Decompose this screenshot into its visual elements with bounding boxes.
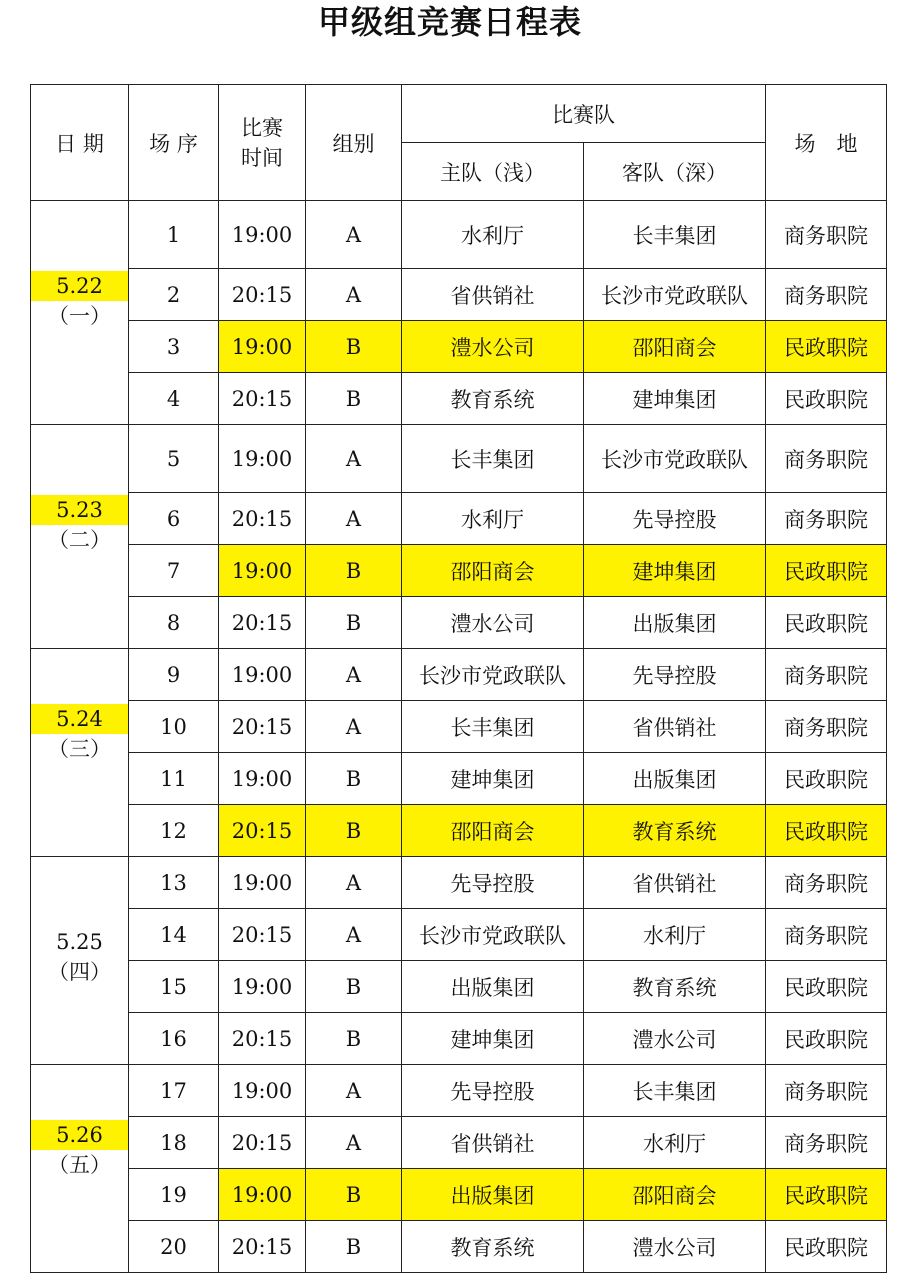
- home-team: 教育系统: [402, 373, 584, 425]
- match-time: 19:00: [219, 321, 306, 373]
- match-time: 19:00: [219, 545, 306, 597]
- date-cell: [31, 1065, 129, 1273]
- match-group: B: [306, 1221, 402, 1273]
- match-venue: 商务职院: [766, 1065, 887, 1117]
- match-group: B: [306, 753, 402, 805]
- match-time: 19:00: [219, 857, 306, 909]
- away-team: 建坤集团: [584, 373, 766, 425]
- away-team: 省供销社: [584, 701, 766, 753]
- match-group: A: [306, 425, 402, 493]
- home-team: 建坤集团: [402, 753, 584, 805]
- match-venue: 民政职院: [766, 805, 887, 857]
- schedule-table: [30, 84, 887, 1273]
- home-team: 长丰集团: [402, 701, 584, 753]
- match-group: B: [306, 321, 402, 373]
- header-away-team: 客队（深）: [584, 143, 766, 201]
- match-group: A: [306, 701, 402, 753]
- match-group: A: [306, 1065, 402, 1117]
- match-group: A: [306, 1117, 402, 1169]
- match-weekday: （五）: [48, 1153, 111, 1177]
- home-team: 澧水公司: [402, 321, 584, 373]
- match-number: 11: [129, 753, 219, 805]
- away-team: 邵阳商会: [584, 321, 766, 373]
- page-title: 甲级组竞赛日程表: [317, 3, 582, 41]
- match-venue: 民政职院: [766, 373, 887, 425]
- match-group: A: [306, 201, 402, 269]
- match-number: 18: [129, 1117, 219, 1169]
- away-team: 长沙市党政联队: [584, 269, 766, 321]
- match-time: 20:15: [219, 269, 306, 321]
- match-number: 13: [129, 857, 219, 909]
- date-label: [31, 927, 128, 987]
- away-team: 出版集团: [584, 597, 766, 649]
- date-label: [31, 704, 128, 764]
- match-number: 9: [129, 649, 219, 701]
- home-team: 省供销社: [402, 1117, 584, 1169]
- away-team: 水利厅: [584, 909, 766, 961]
- match-time: 20:15: [219, 1221, 306, 1273]
- home-team: 水利厅: [402, 493, 584, 545]
- match-number: 17: [129, 1065, 219, 1117]
- match-row: [31, 597, 887, 649]
- match-row: [31, 961, 887, 1013]
- match-venue: 民政职院: [766, 597, 887, 649]
- match-row: [31, 425, 887, 493]
- match-row: [31, 649, 887, 701]
- match-group: B: [306, 1169, 402, 1221]
- home-team: 先导控股: [402, 1065, 584, 1117]
- match-row: [31, 857, 887, 909]
- match-venue: 商务职院: [766, 857, 887, 909]
- header-group: 组别: [306, 85, 402, 201]
- match-time: 20:15: [219, 597, 306, 649]
- match-number: 1: [129, 201, 219, 269]
- match-venue: 民政职院: [766, 1169, 887, 1221]
- header-time-line2: 时间: [241, 145, 283, 170]
- home-team: 省供销社: [402, 269, 584, 321]
- match-group: B: [306, 1013, 402, 1065]
- date-label: [31, 495, 128, 555]
- home-team: 建坤集团: [402, 1013, 584, 1065]
- away-team: 长丰集团: [584, 1065, 766, 1117]
- match-date: 5.23: [31, 495, 128, 525]
- schedule-body: [31, 201, 887, 1273]
- date-cell: [31, 649, 129, 857]
- match-time: 20:15: [219, 701, 306, 753]
- home-team: 长丰集团: [402, 425, 584, 493]
- match-row: [31, 1221, 887, 1273]
- away-team: 建坤集团: [584, 545, 766, 597]
- match-venue: 商务职院: [766, 909, 887, 961]
- match-date: 5.24: [31, 704, 128, 734]
- match-date: 5.26: [31, 1120, 128, 1150]
- match-row: [31, 269, 887, 321]
- match-row: [31, 201, 887, 269]
- match-time: 19:00: [219, 649, 306, 701]
- match-time: 19:00: [219, 201, 306, 269]
- match-group: A: [306, 493, 402, 545]
- match-number: 2: [129, 269, 219, 321]
- away-team: 长丰集团: [584, 201, 766, 269]
- match-group: B: [306, 805, 402, 857]
- match-group: B: [306, 373, 402, 425]
- match-number: 3: [129, 321, 219, 373]
- match-number: 12: [129, 805, 219, 857]
- header-time-line1: 比赛: [241, 115, 283, 140]
- match-group: B: [306, 961, 402, 1013]
- match-row: [31, 1117, 887, 1169]
- away-team: 先导控股: [584, 649, 766, 701]
- away-team: 教育系统: [584, 961, 766, 1013]
- away-team: 澧水公司: [584, 1013, 766, 1065]
- match-row: [31, 545, 887, 597]
- away-team: 长沙市党政联队: [584, 425, 766, 493]
- match-time: 19:00: [219, 1065, 306, 1117]
- home-team: 教育系统: [402, 1221, 584, 1273]
- header-venue: 场 地: [766, 85, 887, 201]
- match-group: A: [306, 909, 402, 961]
- match-venue: 商务职院: [766, 1117, 887, 1169]
- away-team: 邵阳商会: [584, 1169, 766, 1221]
- match-number: 5: [129, 425, 219, 493]
- home-team: 水利厅: [402, 201, 584, 269]
- match-row: [31, 1169, 887, 1221]
- header-date: 日 期: [31, 85, 129, 201]
- match-time: 19:00: [219, 425, 306, 493]
- match-row: [31, 805, 887, 857]
- match-number: 6: [129, 493, 219, 545]
- match-time: 20:15: [219, 493, 306, 545]
- match-row: [31, 753, 887, 805]
- header-order: 场 序: [129, 85, 219, 201]
- match-venue: 民政职院: [766, 753, 887, 805]
- match-time: 20:15: [219, 1013, 306, 1065]
- match-number: 10: [129, 701, 219, 753]
- date-cell: [31, 425, 129, 649]
- match-number: 7: [129, 545, 219, 597]
- match-venue: 商务职院: [766, 701, 887, 753]
- home-team: 出版集团: [402, 961, 584, 1013]
- away-team: 先导控股: [584, 493, 766, 545]
- header-home-team: 主队（浅）: [402, 143, 584, 201]
- home-team: 邵阳商会: [402, 545, 584, 597]
- match-venue: 商务职院: [766, 269, 887, 321]
- match-row: [31, 321, 887, 373]
- date-cell: [31, 201, 129, 425]
- home-team: 出版集团: [402, 1169, 584, 1221]
- match-number: 19: [129, 1169, 219, 1221]
- home-team: 先导控股: [402, 857, 584, 909]
- match-number: 16: [129, 1013, 219, 1065]
- match-group: B: [306, 545, 402, 597]
- match-number: 14: [129, 909, 219, 961]
- away-team: 教育系统: [584, 805, 766, 857]
- match-number: 15: [129, 961, 219, 1013]
- home-team: 澧水公司: [402, 597, 584, 649]
- away-team: 水利厅: [584, 1117, 766, 1169]
- match-venue: 商务职院: [766, 425, 887, 493]
- home-team: 邵阳商会: [402, 805, 584, 857]
- match-group: A: [306, 857, 402, 909]
- match-row: [31, 701, 887, 753]
- match-venue: 商务职院: [766, 649, 887, 701]
- header-time: [219, 85, 306, 201]
- match-row: [31, 493, 887, 545]
- date-label: [31, 1120, 128, 1180]
- match-group: A: [306, 269, 402, 321]
- match-time: 20:15: [219, 373, 306, 425]
- header-teams: 比赛队: [402, 85, 766, 143]
- match-group: B: [306, 597, 402, 649]
- match-time: 20:15: [219, 805, 306, 857]
- match-time: 19:00: [219, 961, 306, 1013]
- match-time: 19:00: [219, 753, 306, 805]
- date-cell: [31, 857, 129, 1065]
- match-venue: 商务职院: [766, 201, 887, 269]
- match-venue: 民政职院: [766, 321, 887, 373]
- match-venue: 民政职院: [766, 961, 887, 1013]
- match-date: 5.25: [56, 930, 103, 954]
- match-weekday: （二）: [48, 528, 111, 552]
- match-group: A: [306, 649, 402, 701]
- away-team: 出版集团: [584, 753, 766, 805]
- match-weekday: （三）: [48, 737, 111, 761]
- match-number: 8: [129, 597, 219, 649]
- match-venue: 商务职院: [766, 493, 887, 545]
- home-team: 长沙市党政联队: [402, 649, 584, 701]
- match-number: 20: [129, 1221, 219, 1273]
- match-venue: 民政职院: [766, 1221, 887, 1273]
- match-venue: 民政职院: [766, 545, 887, 597]
- match-time: 20:15: [219, 1117, 306, 1169]
- match-row: [31, 909, 887, 961]
- away-team: 省供销社: [584, 857, 766, 909]
- away-team: 澧水公司: [584, 1221, 766, 1273]
- match-venue: 民政职院: [766, 1013, 887, 1065]
- match-time: 19:00: [219, 1169, 306, 1221]
- date-label: [31, 271, 128, 331]
- match-row: [31, 373, 887, 425]
- home-team: 长沙市党政联队: [402, 909, 584, 961]
- match-date: 5.22: [31, 271, 128, 301]
- match-time: 20:15: [219, 909, 306, 961]
- match-weekday: （一）: [48, 304, 111, 328]
- match-number: 4: [129, 373, 219, 425]
- match-row: [31, 1013, 887, 1065]
- match-weekday: （四）: [48, 960, 111, 984]
- match-row: [31, 1065, 887, 1117]
